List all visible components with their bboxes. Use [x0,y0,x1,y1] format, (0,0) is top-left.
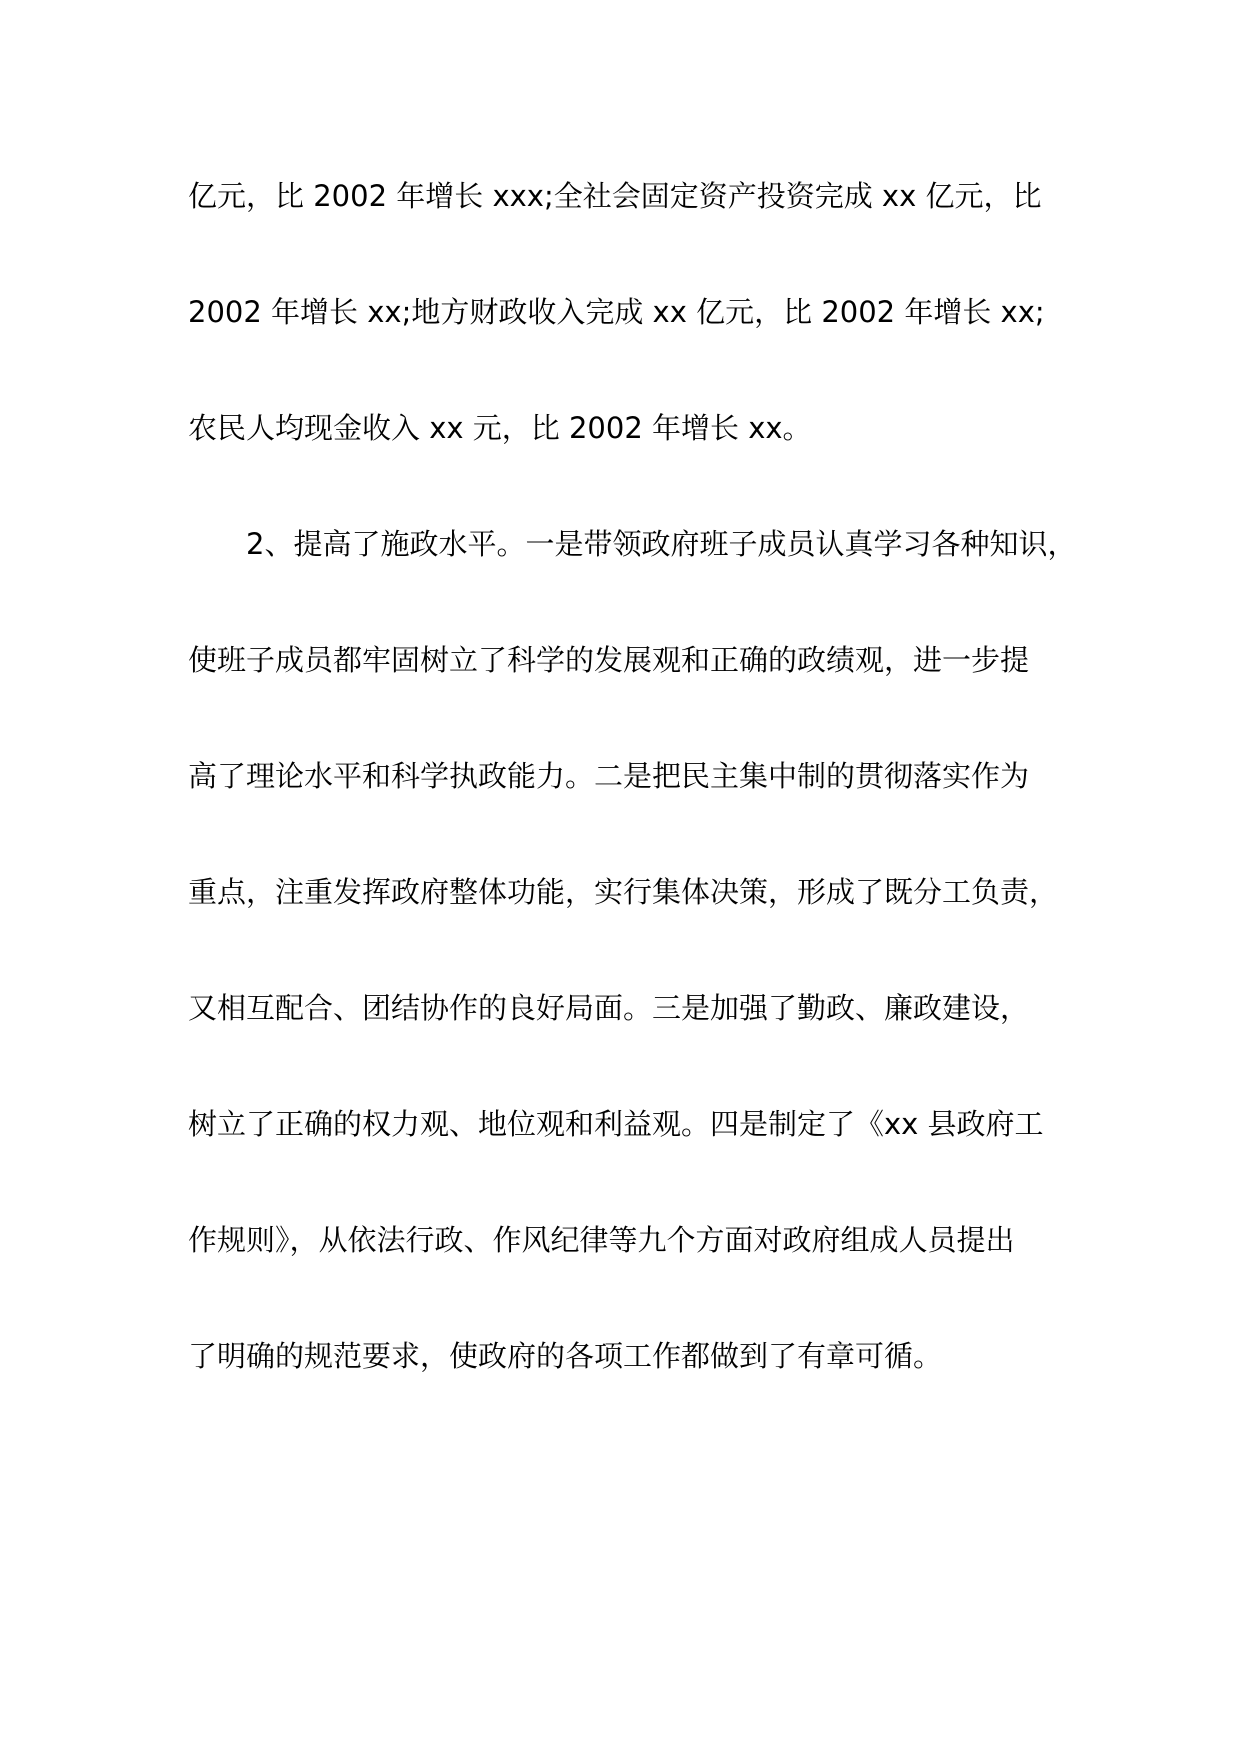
text-line-6: 高了理论水平和科学执政能力。二是把民主集中制的贯彻落实作为 [188,759,1030,793]
text-line-4: 2、提高了施政水平。一是带领政府班子成员认真学习各种知识， [246,527,1077,561]
text-line-1: 亿元，比 2002 年增长 xxx;全社会固定资产投资完成 xx 亿元，比 [188,179,1042,213]
text-line-11: 了明确的规范要求，使政府的各项工作都做到了有章可循。 [188,1339,943,1373]
text-line-2: 2002 年增长 xx;地方财政收入完成 xx 亿元，比 2002 年增长 xx; [188,295,1045,329]
text-line-3: 农民人均现金收入 xx 元，比 2002 年增长 xx。 [188,411,812,445]
text-line-7: 重点，注重发挥政府整体功能，实行集体决策，形成了既分工负责， [188,875,1059,909]
text-line-10: 作规则》，从依法行政、作风纪律等九个方面对政府组成人员提出 [188,1223,1015,1257]
text-line-8: 又相互配合、团结协作的良好局面。三是加强了勤政、廉政建设， [188,991,1030,1025]
text-line-5: 使班子成员都牢固树立了科学的发展观和正确的政绩观，进一步提 [188,643,1030,677]
text-line-9: 树立了正确的权力观、地位观和利益观。四是制定了《xx 县政府工 [188,1107,1044,1141]
